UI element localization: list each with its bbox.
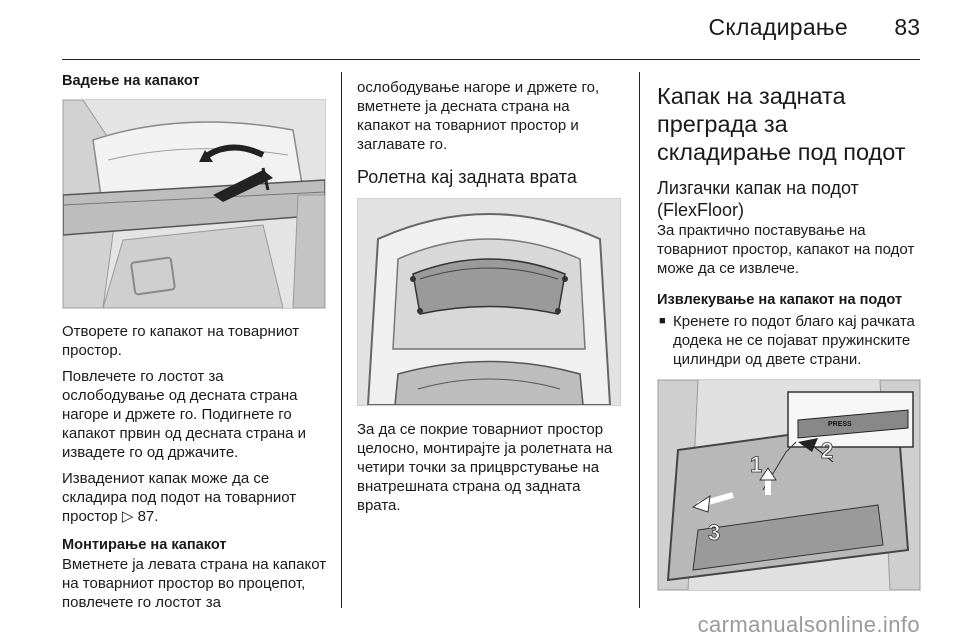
page-number: 83 [894,14,920,40]
heading-install-cover: Монтирање на капакот [62,537,227,553]
heading-flexfloor: Лизгачки капак на подот (FlexFloor) [657,178,859,220]
column-divider-1 [341,72,342,608]
figure-label-2: 2 [821,438,834,463]
para-tailgate-blind: За да се покрие товарниот простор целосно, монтирајте ја ролетната на четири точки за прицврстување на внатрешната страна од задната врата. [357,421,613,514]
bullet-lift-floor: ■ Кренете го подот благо кај рачката додека не се појават пружинските цилиндри од двете страни. [659,313,915,368]
para-store-cover: Извадениот капак може да се складира под подот на товарниот простор ▷ 87. [62,470,297,525]
heading-remove-cover: Вадење на капакот [62,73,200,89]
figure-tailgate-blind [357,198,621,406]
para-pull-lever: Повлечете го лостот за ослободување од десната страна нагоре и држете го. Подигнете го капакот првин од десната страна и извадете го од држачите. [62,368,307,461]
press-label: PRESS [828,421,852,428]
heading-tailgate-blind: Ролетна кај задната врата [357,167,577,187]
column-3 [657,82,923,591]
para-install-cover: Вметнете ја левата страна на капакот на товарниот простор во процепот, повлечете го лостот за [62,556,327,611]
figure-label-1: 1 [750,452,763,477]
triangle-right-icon: ▷ [121,508,134,525]
column-1 [62,72,328,619]
watermark: carmanualsonline.info [697,612,920,637]
column-2 [357,78,625,522]
para-open-cover: Отворете го капакот на товарниот простор. [62,323,300,359]
figure-label-3: 3 [708,520,721,545]
square-bullet-icon: ■ [659,315,666,327]
page-reference[interactable]: 87. [137,508,159,525]
page-header-title: Складирање [708,14,848,40]
para-flexfloor-intro: За практично поставување на товарниот простор, капакот на подот може да се извлече. [657,222,915,277]
figure-flexfloor [657,379,921,591]
heading-extract-floor: Извлекување на капакот на подот [657,292,903,308]
para-continued: ослободување нагоре и држете го, вметнете ја десната страна на капакот на товарниот простор и заглавате го. [357,79,600,153]
figure-cover-lever [62,99,326,309]
header-rule [62,59,920,60]
heading-underfloor-storage: Капак на задната преграда за складирање под подот [657,83,906,165]
column-divider-2 [639,72,640,608]
